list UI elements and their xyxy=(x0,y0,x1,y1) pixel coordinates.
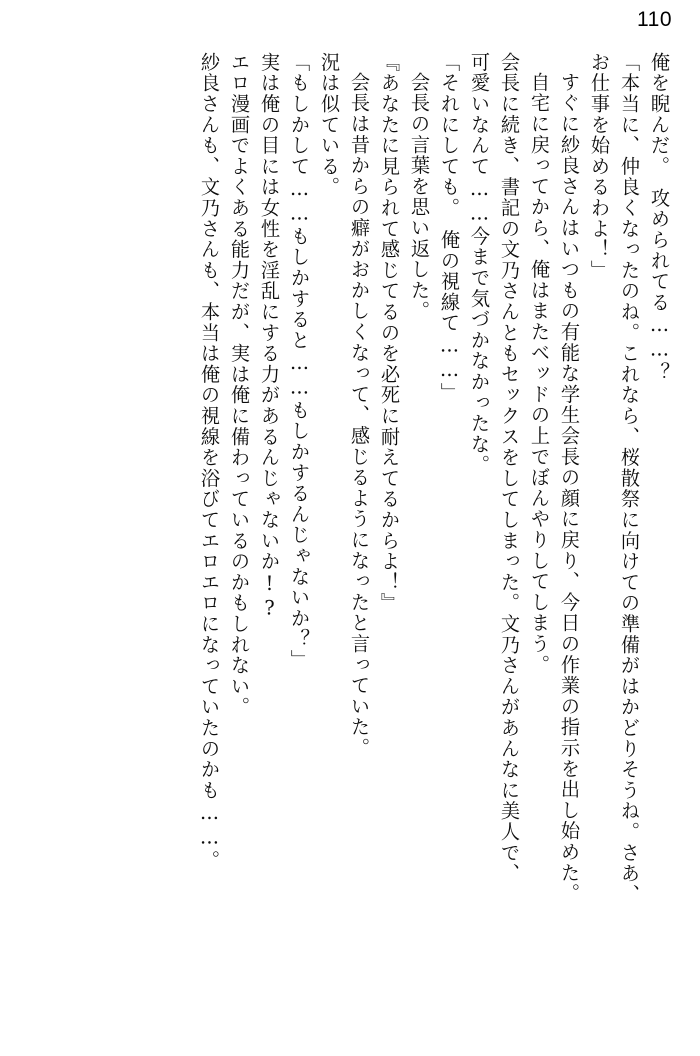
text-line: エロ漫画でよくある能力だが、実は俺に備わっているのかもしれない。 xyxy=(228,52,251,718)
text-line: 会長は昔からの癖がおかしくなって、感じるようになったと言っていた。 xyxy=(348,72,371,759)
text-line: 「それにしても。 俺の視線て……」 xyxy=(438,52,461,404)
vertical-text-body xyxy=(26,52,674,1036)
text-line: 紗良さんも、文乃さんも、本当は俺の視線を浴びてエロエロになっていたのかも……。 xyxy=(198,52,221,871)
text-line: すぐに紗良さんはいつもの有能な学生会長の顔に戻り、今日の作業の指示を出し始めた。 xyxy=(558,72,581,904)
text-line: 可愛いなんて……今まで気づかなかったな。 xyxy=(468,52,491,476)
text-line: 『あなたに見られて感じてるのを必死に耐えてるからよ！』 xyxy=(378,52,401,614)
page-number: 110 xyxy=(637,8,672,31)
text-line: 会長に続き、書記の文乃さんともセックスをしてしまった。文乃さんがあんなに美人で、 xyxy=(498,52,521,884)
text-line: 況は似ている。 xyxy=(318,52,341,198)
text-line: 実は俺の目には女性を淫乱にする力があるんじゃないか!? xyxy=(258,52,281,622)
text-line: 自宅に戻ってから、俺はまたベッドの上でぼんやりしてしまう。 xyxy=(528,72,551,676)
text-line: 「もしかして……もしかすると……もしかするんじゃないか？」 xyxy=(288,52,311,671)
text-line: 「本当に、仲良くなったのね。これなら、桜散祭に向けての準備がはかどりそうね。さあ、 xyxy=(618,52,641,905)
text-line: 会長の言葉を思い返した。 xyxy=(408,72,431,322)
text-line: お仕事を始めるわよ！」 xyxy=(588,52,611,281)
text-line: 俺を睨んだ。 攻められてる……？ xyxy=(648,52,671,383)
